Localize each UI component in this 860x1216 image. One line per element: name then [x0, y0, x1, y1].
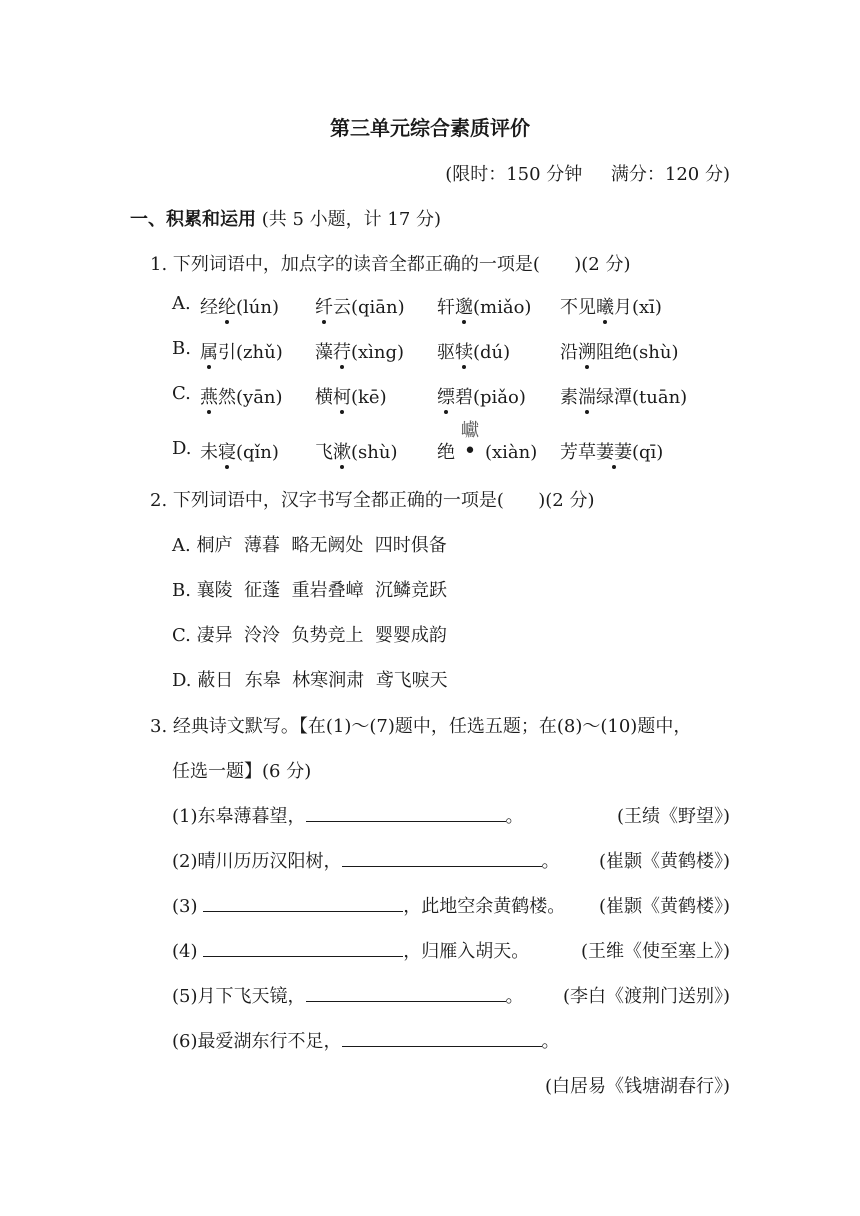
section-title: 一、积累和运用	[130, 209, 256, 230]
page-title: 第三单元综合素质评价	[330, 116, 530, 140]
option-item: 经纶(lún)	[200, 293, 279, 319]
option-label: A.	[172, 293, 191, 314]
section-note: (共 5 小题，计 17 分)	[256, 209, 442, 230]
option-item: 燕然(yān)	[200, 383, 283, 409]
q3-stem: 3. 经典诗文默写。【在(1)～(7)题中，任选五题；在(8)～(10)题中，	[150, 716, 692, 737]
q3-line-5: (5)月下飞天镜， 。	[172, 982, 524, 1008]
answer-blank[interactable]	[203, 893, 403, 912]
q3-line-4: (4) ，归雁入胡天。	[172, 937, 529, 963]
option-item: 未寝(qǐn)	[200, 438, 279, 464]
q2-option-b: B. 襄陵 征蓬 重岩叠嶂 沉鳞竞跃	[172, 580, 448, 601]
option-label: C.	[172, 383, 191, 404]
option-item: 驱犊(dú)	[437, 338, 510, 364]
option-label: B.	[172, 338, 191, 359]
q3-source-1: (王绩《野望》)	[616, 806, 730, 827]
q3-source-4: (王维《使至塞上》)	[580, 941, 730, 962]
q3-stem-cont: 任选一题】(6 分)	[172, 761, 312, 782]
answer-blank[interactable]	[306, 803, 506, 822]
answer-blank[interactable]	[342, 1028, 542, 1047]
answer-blank[interactable]	[306, 983, 506, 1002]
section-heading	[130, 205, 441, 231]
q2-option-a: A. 桐庐 薄暮 略无阙处 四时俱备	[172, 535, 447, 556]
option-item: 绝 巘 • (xiàn)	[437, 438, 537, 464]
q3-line-6: (6)最爱湖东行不足， 。	[172, 1027, 560, 1053]
q3-line-2: (2)晴川历历汉阳树， 。	[172, 847, 560, 873]
option-item: 芳草萋萋(qī)	[560, 438, 663, 464]
q3-source-5: (李白《渡荆门送别》)	[562, 986, 730, 1007]
option-item: 横柯(kē)	[315, 383, 387, 409]
option-item: 轩邈(miǎo)	[437, 293, 531, 319]
exam-meta: (限时：150 分钟 满分：120 分)	[445, 164, 730, 185]
q3-source-2: (崔颢《黄鹤楼》)	[598, 851, 730, 872]
option-item: 缥碧(piǎo)	[437, 383, 526, 409]
option-item: 素湍绿潭(tuān)	[560, 383, 687, 409]
option-label: D.	[172, 438, 192, 459]
option-item: 藻荇(xìng)	[315, 338, 404, 364]
q2-stem: 2. 下列词语中，汉字书写全都正确的一项是( )(2 分)	[150, 490, 595, 511]
q3-line-3: (3) ，此地空余黄鹤楼。	[172, 892, 565, 918]
option-item: 纤云(qiān)	[315, 293, 405, 319]
answer-blank[interactable]	[203, 938, 403, 957]
option-item: 不见曦月(xī)	[560, 293, 662, 319]
q2-option-d: D. 蔽日 东皋 林寒涧肃 鸢飞唳天	[172, 670, 448, 691]
q3-source-6: (白居易《钱塘湖春行》)	[544, 1076, 730, 1097]
inline-image-char: 巘 •	[455, 442, 485, 463]
q1-stem: 1. 下列词语中，加点字的读音全都正确的一项是( )(2 分)	[150, 254, 631, 275]
q3-source-3: (崔颢《黄鹤楼》)	[598, 896, 730, 917]
answer-blank[interactable]	[342, 848, 542, 867]
option-item: 沿溯阻绝(shù)	[560, 338, 678, 364]
q2-option-c: C. 凄异 泠泠 负势竞上 婴婴成韵	[172, 625, 447, 646]
hint-char: 巘	[461, 420, 479, 441]
option-item: 属引(zhǔ)	[200, 338, 283, 364]
option-item: 飞漱(shù)	[315, 438, 397, 464]
q3-line-1: (1)东皋薄暮望， 。	[172, 802, 524, 828]
